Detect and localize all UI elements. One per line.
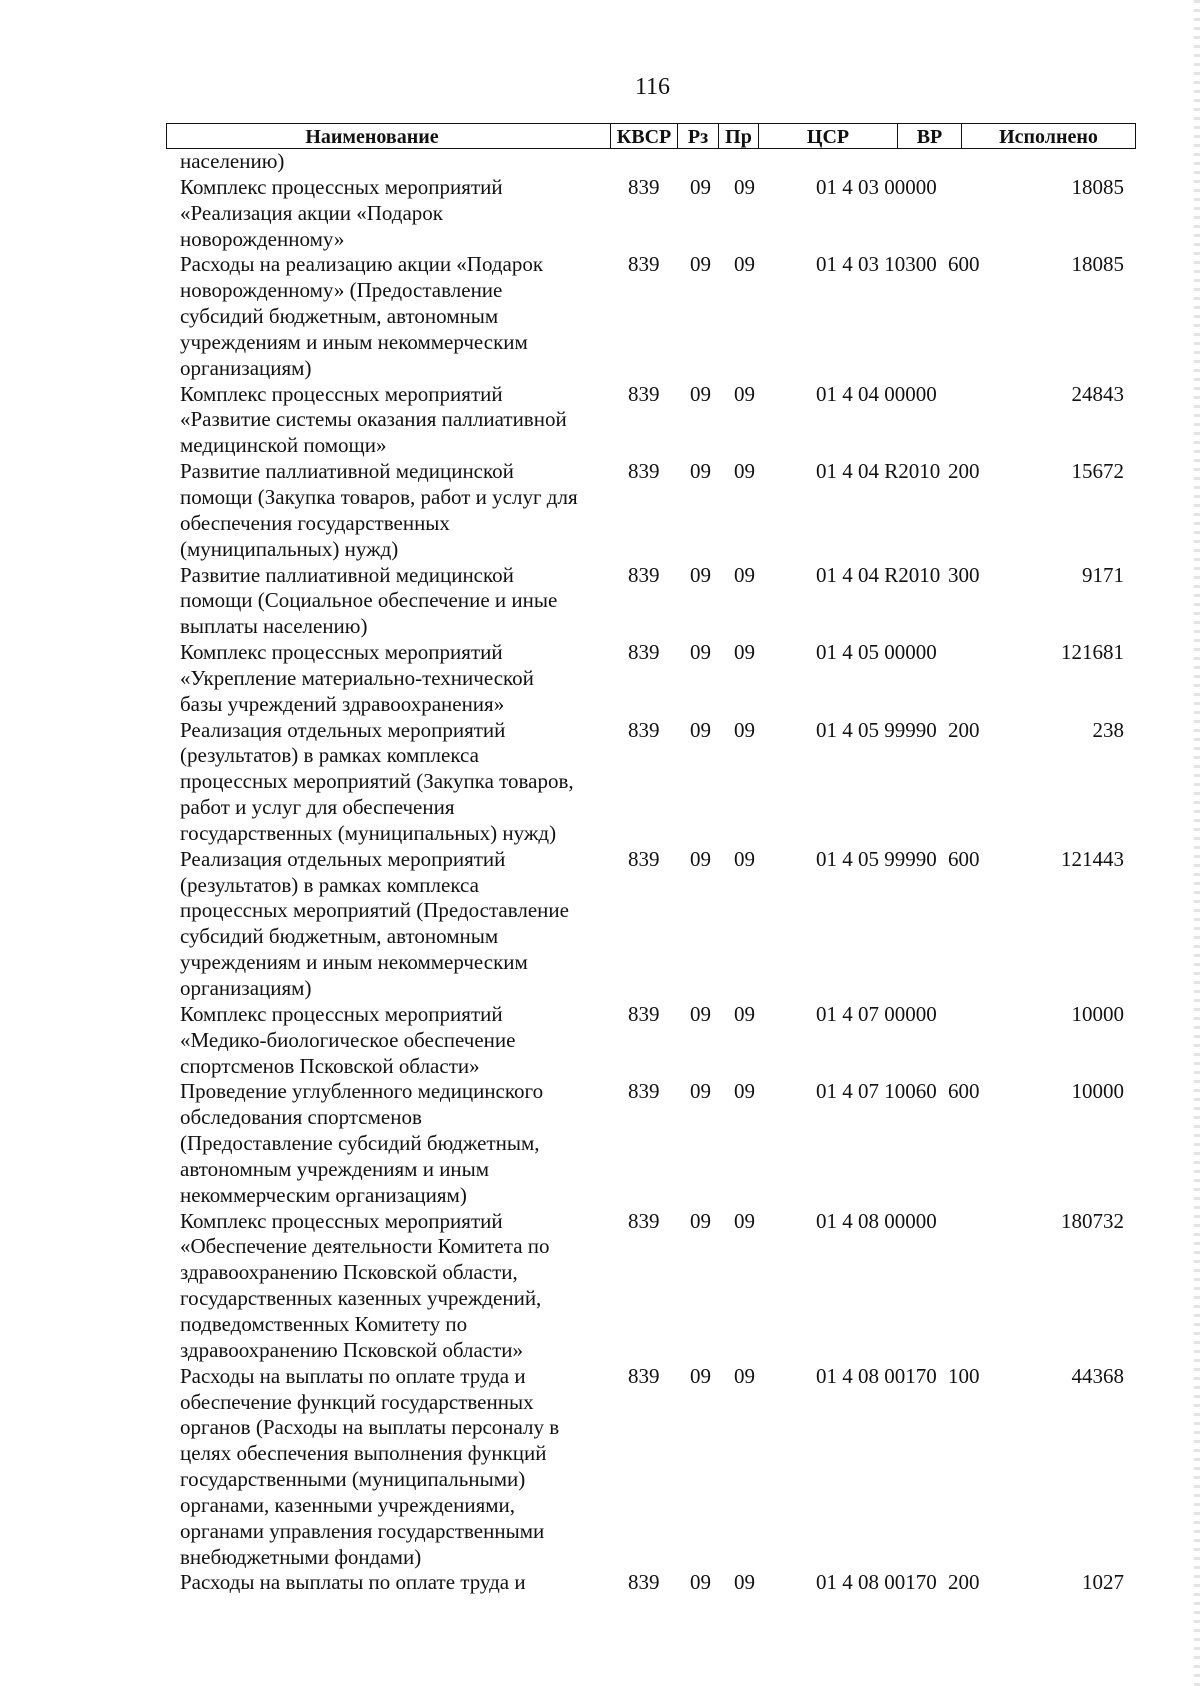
row-name-line: «Укрепление материально-технической: [180, 665, 534, 690]
row-pr: 09: [734, 562, 755, 587]
row-rz: 09: [690, 459, 711, 484]
table-row: [0, 382, 1200, 460]
table-row: [0, 175, 1200, 253]
row-csr: 01 4 07 10060: [816, 1079, 937, 1104]
row-name-line: Реализация отдельных мероприятий: [180, 717, 506, 742]
table-row: [0, 459, 1200, 562]
row-vr: 600: [948, 846, 980, 871]
row-name: [180, 563, 600, 641]
row-rz: 09: [690, 1208, 711, 1233]
row-vr: 300: [948, 562, 980, 587]
table-row: [0, 1209, 1200, 1364]
table-row: [0, 640, 1200, 718]
row-vr: 200: [948, 459, 980, 484]
row-csr: 01 4 03 00000: [816, 174, 937, 199]
table-body: [0, 149, 1200, 1596]
row-vr: 600: [948, 252, 980, 277]
table-row: [0, 718, 1200, 847]
row-name-line: медицинской помощи»: [180, 433, 387, 458]
row-pr: 09: [734, 459, 755, 484]
header-name: Наименование: [305, 126, 439, 148]
row-ispolneno: 9171: [1082, 562, 1124, 587]
row-pr: 09: [734, 252, 755, 277]
row-ispolneno: 24843: [1071, 381, 1124, 406]
row-name-line: (результатов) в рамках комплекса: [180, 872, 479, 897]
row-kvsr: 839: [628, 381, 660, 406]
row-name-line: Комплекс процессных мероприятий: [180, 1001, 503, 1026]
row-pr: 09: [734, 1363, 755, 1388]
table-row: [0, 563, 1200, 641]
row-name-line: подведомственных Комитету по: [180, 1311, 468, 1336]
table-row: [0, 1364, 1200, 1571]
row-kvsr: 839: [628, 1079, 660, 1104]
row-kvsr: 839: [628, 1570, 660, 1595]
row-csr: 01 4 08 00170: [816, 1363, 937, 1388]
row-pr: 09: [734, 174, 755, 199]
row-ispolneno: 10000: [1071, 1001, 1124, 1026]
row-name-line: некоммерческим организациям): [180, 1182, 467, 1207]
row-name-line: государственных казенных учреждений,: [180, 1286, 542, 1311]
row-name-line: организациям): [180, 355, 312, 380]
row-name-line: Комплекс процессных мероприятий: [180, 1208, 503, 1233]
row-csr: 01 4 05 99990: [816, 846, 937, 871]
row-name-line: обследования спортсменов: [180, 1105, 422, 1130]
row-name-line: обеспечения государственных: [180, 510, 450, 535]
row-name-line: Развитие паллиативной медицинской: [180, 459, 514, 484]
row-ispolneno: 18085: [1071, 252, 1124, 277]
header-ispolneno: Исполнено: [961, 124, 1135, 148]
row-kvsr: 839: [628, 174, 660, 199]
row-name-line: органами управления государственными: [180, 1518, 545, 1543]
row-name-line: учреждениям и иным некоммерческим: [180, 950, 528, 975]
row-name-line: органами, казенными учреждениями,: [180, 1492, 516, 1517]
row-kvsr: 839: [628, 1001, 660, 1026]
row-name-line: процессных мероприятий (Предоставление: [180, 898, 569, 923]
row-csr: 01 4 07 00000: [816, 1001, 937, 1026]
row-rz: 09: [690, 562, 711, 587]
row-name-line: Расходы на выплаты по оплате труда и: [180, 1570, 526, 1595]
row-name-line: учреждениям и иным некоммерческим: [180, 329, 528, 354]
row-name: [180, 1364, 600, 1571]
row-ispolneno: 10000: [1071, 1079, 1124, 1104]
row-name-line: Комплекс процессных мероприятий: [180, 381, 503, 406]
row-name: [180, 459, 600, 562]
row-rz: 09: [690, 1363, 711, 1388]
row-name-line: новорожденному»: [180, 226, 345, 251]
row-rz: 09: [690, 1079, 711, 1104]
row-pr: 09: [734, 846, 755, 871]
row-name: [180, 718, 600, 847]
row-name-line: Реализация отдельных мероприятий: [180, 846, 506, 871]
row-name-line: (результатов) в рамках комплекса: [180, 743, 479, 768]
row-name-line: помощи (Социальное обеспечение и иные: [180, 588, 558, 613]
row-name-line: организациям): [180, 976, 312, 1000]
row-kvsr: 839: [628, 640, 660, 665]
row-name: [180, 1570, 600, 1596]
row-vr: 600: [948, 1079, 980, 1104]
row-ispolneno: 15672: [1071, 459, 1124, 484]
row-name-line: Расходы на реализацию акции «Подарок: [180, 252, 544, 277]
row-name: [180, 149, 600, 175]
row-name-line: населению): [180, 149, 285, 173]
row-name: [180, 1002, 600, 1080]
row-kvsr: 839: [628, 846, 660, 871]
row-name-line: органов (Расходы на выплаты персоналу в: [180, 1415, 560, 1440]
row-pr: 09: [734, 1079, 755, 1104]
row-name: [180, 847, 600, 1002]
table-row: [0, 847, 1200, 1002]
row-name-line: целях обеспечения выполнения функций: [180, 1441, 547, 1466]
row-name-line: «Реализация акции «Подарок: [180, 200, 443, 225]
row-name-line: Проведение углубленного медицинского: [180, 1079, 544, 1104]
row-pr: 09: [734, 717, 755, 742]
row-name: [180, 1079, 600, 1208]
header-rz: Рз: [677, 124, 718, 148]
row-vr: 100: [948, 1363, 980, 1388]
row-name-line: «Медико-биологическое обеспечение: [180, 1027, 516, 1052]
row-name-line: Комплекс процессных мероприятий: [180, 640, 503, 665]
row-name-line: государственных (муниципальных) нужд): [180, 820, 557, 845]
row-name-line: субсидий бюджетным, автономным: [180, 304, 499, 329]
row-name-line: Развитие паллиативной медицинской: [180, 562, 514, 587]
table-header: [166, 123, 1136, 149]
row-ispolneno: 121681: [1061, 640, 1124, 665]
row-pr: 09: [734, 640, 755, 665]
row-csr: 01 4 04 R2010: [816, 459, 941, 484]
row-csr: 01 4 04 R2010: [816, 562, 941, 587]
row-name-line: новорожденному» (Предоставление: [180, 278, 503, 303]
row-name-line: помощи (Закупка товаров, работ и услуг для: [180, 484, 578, 509]
row-rz: 09: [690, 640, 711, 665]
row-csr: 01 4 04 00000: [816, 381, 937, 406]
row-rz: 09: [690, 174, 711, 199]
header-csr: ЦСР: [758, 124, 897, 148]
row-vr: 200: [948, 717, 980, 742]
row-rz: 09: [690, 717, 711, 742]
row-pr: 09: [734, 1001, 755, 1026]
row-name-line: (Предоставление субсидий бюджетным,: [180, 1131, 540, 1156]
row-kvsr: 839: [628, 562, 660, 587]
row-csr: 01 4 05 00000: [816, 640, 937, 665]
table-row: [0, 149, 1200, 175]
row-name-line: автономным учреждениям и иным: [180, 1156, 490, 1181]
row-name: [180, 640, 600, 718]
row-kvsr: 839: [628, 459, 660, 484]
row-rz: 09: [690, 846, 711, 871]
row-name-line: базы учреждений здравоохранения»: [180, 691, 505, 716]
row-kvsr: 839: [628, 1208, 660, 1233]
row-name: [180, 382, 600, 460]
row-ispolneno: 238: [1092, 717, 1124, 742]
row-pr: 09: [734, 1208, 755, 1233]
row-kvsr: 839: [628, 252, 660, 277]
row-ispolneno: 18085: [1071, 174, 1124, 199]
row-pr: 09: [734, 381, 755, 406]
table-row: [0, 1002, 1200, 1080]
row-name-line: «Развитие системы оказания паллиативной: [180, 407, 567, 432]
row-rz: 09: [690, 381, 711, 406]
row-pr: 09: [734, 1570, 755, 1595]
header-pr: Пр: [718, 124, 758, 148]
row-csr: 01 4 08 00000: [816, 1208, 937, 1233]
row-csr: 01 4 05 99990: [816, 717, 937, 742]
row-name-line: государственными (муниципальными): [180, 1467, 526, 1492]
row-kvsr: 839: [628, 1363, 660, 1388]
row-name-line: субсидий бюджетным, автономным: [180, 924, 499, 949]
row-rz: 09: [690, 1570, 711, 1595]
row-name-line: выплаты населению): [180, 614, 368, 639]
row-rz: 09: [690, 1001, 711, 1026]
row-kvsr: 839: [628, 717, 660, 742]
row-name-line: внебюджетными фондами): [180, 1544, 422, 1569]
row-name-line: работ и услуг для обеспечения: [180, 795, 455, 820]
row-name-line: обеспечение функций государственных: [180, 1389, 534, 1414]
row-vr: 200: [948, 1570, 980, 1595]
row-name: [180, 1209, 600, 1364]
row-name: [180, 175, 600, 253]
row-csr: 01 4 08 00170: [816, 1570, 937, 1595]
row-ispolneno: 180732: [1061, 1208, 1124, 1233]
page-number: 116: [634, 74, 671, 100]
row-name-line: (муниципальных) нужд): [180, 536, 399, 561]
row-name-line: здравоохранению Псковской области,: [180, 1260, 518, 1285]
table-row: [0, 1079, 1200, 1208]
row-ispolneno: 44368: [1071, 1363, 1124, 1388]
table-row: [0, 1570, 1200, 1596]
row-rz: 09: [690, 252, 711, 277]
row-ispolneno: 121443: [1061, 846, 1124, 871]
header-vr: ВР: [897, 124, 961, 148]
row-name-line: процессных мероприятий (Закупка товаров,: [180, 769, 574, 794]
row-ispolneno: 1027: [1082, 1570, 1124, 1595]
table-row: [0, 252, 1200, 381]
header-kvsr: КВСР: [610, 124, 677, 148]
row-name-line: Расходы на выплаты по оплате труда и: [180, 1363, 526, 1388]
row-name-line: Комплекс процессных мероприятий: [180, 174, 503, 199]
row-name-line: «Обеспечение деятельности Комитета по: [180, 1234, 550, 1259]
row-csr: 01 4 03 10300: [816, 252, 937, 277]
row-name: [180, 252, 600, 381]
row-name-line: здравоохранению Псковской области»: [180, 1337, 524, 1362]
row-name-line: спортсменов Псковской области»: [180, 1053, 480, 1078]
